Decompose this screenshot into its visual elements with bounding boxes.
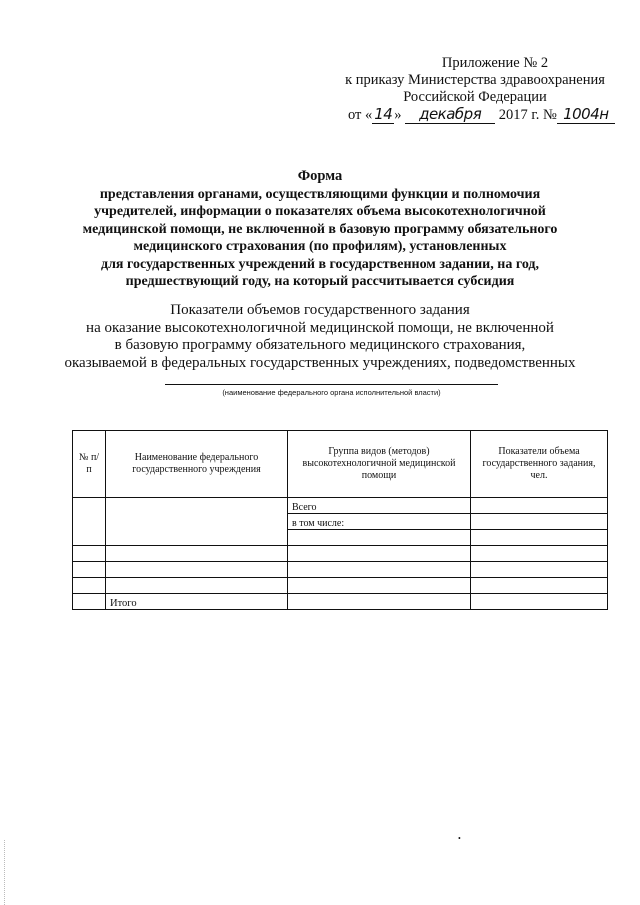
table-cell [106,498,288,546]
subtitle-line: Показатели объемов государственного задания [170,302,470,318]
table-cell [471,562,608,578]
table-cell [471,514,608,530]
date-prefix: от « [348,107,373,123]
order-number: 1004н [557,106,615,124]
authority-name-caption: (наименование федерального органа исполнительной власти) [222,388,441,397]
row-label-total: Итого [106,594,288,610]
table-cell [288,546,471,562]
table-cell [471,594,608,610]
header-care-group: Группа видов (методов) высокотехнологичной медицинской помощи [288,431,471,498]
header-number: № п/п [73,431,106,498]
table-cell [288,578,471,594]
table-cell [73,578,106,594]
date-day: 14 [374,105,393,123]
title-line: учредителей, информации о показателях объема высокотехнологичной [94,204,546,219]
table-row [73,498,608,514]
table-cell [73,546,106,562]
date-month: декабря [405,106,495,124]
table-cell [288,594,471,610]
date-quote-close: » [394,107,402,123]
table-cell [471,578,608,594]
order-date-line [348,106,615,124]
appendix-federation: Российской Федерации [403,89,547,105]
table-cell [106,578,288,594]
appendix-order-ref: к приказу Министерства здравоохранения [345,72,605,88]
indicators-table [72,430,608,610]
appendix-number: Приложение № 2 [441,55,549,71]
table-cell [471,530,608,546]
date-year: 2017 г. № [498,107,557,123]
title-line: медицинской помощи, не включенной в базовую программу обязательного [82,221,558,237]
scan-speck: • [458,834,461,843]
header-volume: Показатели объема государственного задания, чел. [471,431,608,498]
authority-name-line [165,384,498,385]
subtitle-line: в базовую программу обязательного медицинского страхования, [114,337,526,353]
table-cell [73,498,106,546]
title-line: представления органами, осуществляющими функции и полномочия [99,186,541,202]
table-cell [471,546,608,562]
header-institution: Наименование федерального государственного учреждения [106,431,288,498]
table-cell [288,530,471,546]
table-cell [106,562,288,578]
table-row [73,546,608,562]
table-row [73,562,608,578]
table-cell [73,594,106,610]
subtitle-line: на оказание высокотехнологичной медицинской помощи, не включенной [86,319,554,336]
table-header-row [73,431,608,498]
table-cell [73,562,106,578]
title-line: предшествующий году, на который рассчитывается субсидия [125,274,515,289]
table-row [73,578,608,594]
title-line: медицинского страхования (по профилям), установленных [133,239,507,254]
row-label-vsego: Всего [288,498,471,514]
table-cell [288,562,471,578]
appendix-block [330,55,620,106]
form-heading: Форма [297,168,343,184]
title-line: для государственных учреждений в государственном задании, на год, [100,256,540,272]
scan-edge [4,840,6,905]
row-label-vtom: в том числе: [288,514,471,530]
table-cell [106,546,288,562]
table-total-row [73,594,608,610]
indicators-subtitle [40,302,600,372]
table-cell [471,498,608,514]
form-title [40,168,600,291]
subtitle-line: оказываемой в федеральных государственных учреждениях, подведомственных [64,354,576,371]
